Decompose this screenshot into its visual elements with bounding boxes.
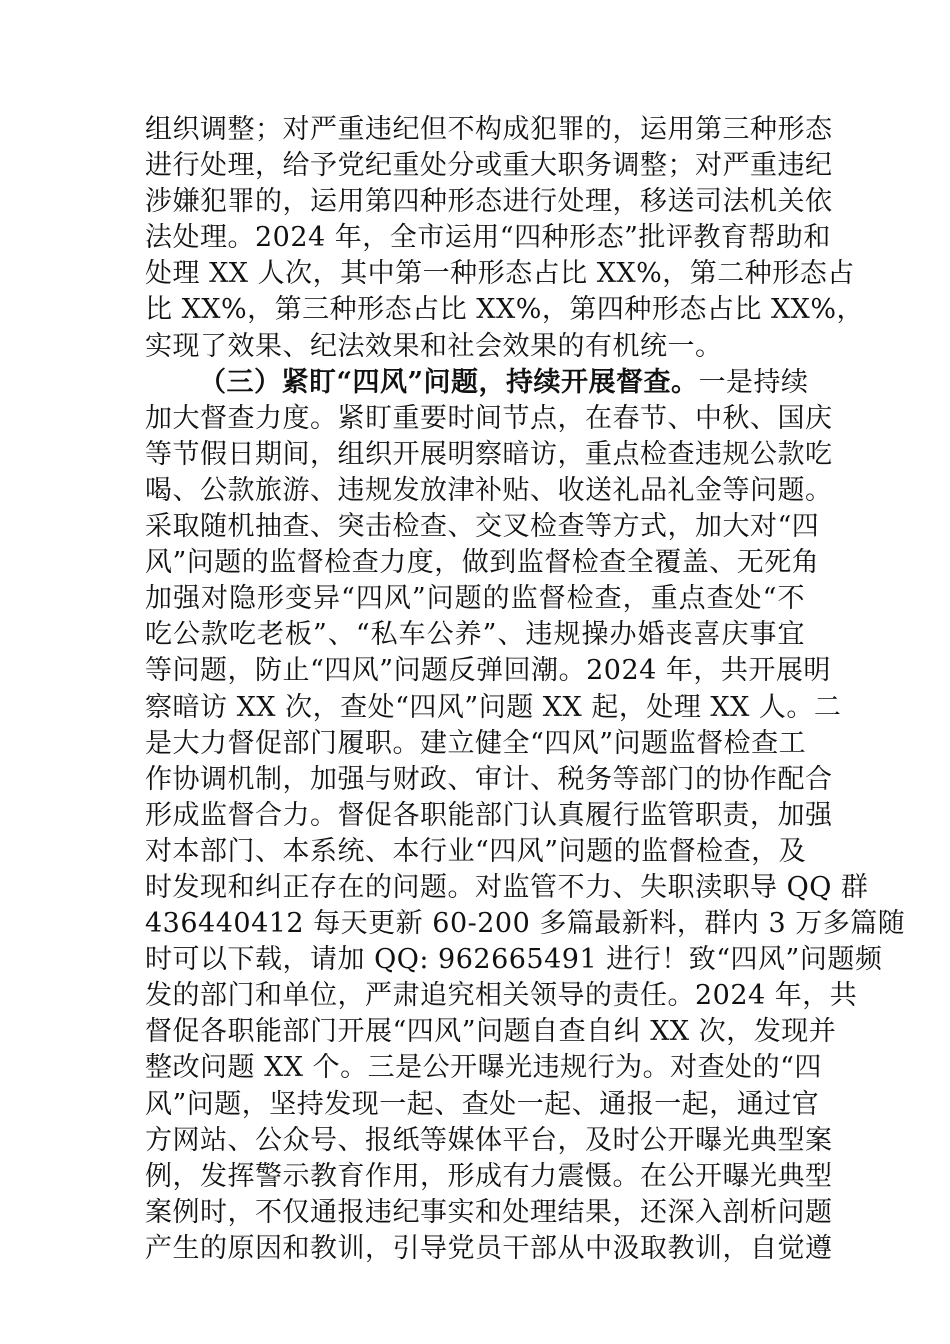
text-run: 一是持续	[698, 366, 809, 398]
text-run: 产生的原因和教训，引导党员干部从中汲取教训，自觉遵	[145, 1232, 833, 1264]
text-run: 组织调整；对严重违纪但不构成犯罪的，运用第三种形态	[145, 114, 833, 145]
text-run: 加强对隐形变异“四风”问题的监督检查，重点查处“不	[145, 583, 805, 615]
text-line	[145, 1159, 833, 1195]
text-line	[145, 1087, 820, 1123]
text-line	[145, 726, 805, 762]
text-run: 整改问题 XX 个。三是公开曝光违规行为。对查处的“四	[145, 1052, 822, 1084]
text-line	[145, 617, 805, 653]
text-run: 作协调机制，加强与财政、审计、税务等部门的协作配合	[145, 763, 833, 795]
text-line	[145, 1050, 822, 1086]
text-run: 例，发挥警示教育作用，形成有力震慑。在公开曝光典型	[145, 1160, 833, 1192]
text-line	[145, 798, 833, 834]
text-line	[145, 653, 831, 689]
text-line	[145, 256, 855, 292]
text-run: 436440412 每天更新 60-200 多篇最新料，群内 3 万多篇随	[145, 908, 906, 940]
text-run: 方网站、公众号、报纸等媒体平台，及时公开曝光典型案	[145, 1124, 833, 1156]
text-run: 发的部门和单位，严肃追究相关领导的责任。2024 年，共	[145, 980, 858, 1012]
text-run: 等节假日期间，组织开展明察暗访，重点检查违规公款吃	[145, 438, 833, 470]
text-run: 风”问题，坚持发现一起、查处一起、通报一起，通过官	[145, 1088, 820, 1120]
text-run: 察暗访 XX 次，查处“四风”问题 XX 起，处理 XX 人。二	[145, 691, 842, 723]
text-run: 时可以下载，请加 QQ: 962665491 进行！致“四风”问题频	[145, 944, 883, 976]
text-line	[145, 545, 820, 581]
text-line	[145, 1231, 833, 1267]
text-line	[145, 906, 906, 942]
text-run: 吃公款吃老板”、“私车公养”、违规操办婚丧喜庆事宜	[145, 619, 805, 651]
text-line	[145, 978, 858, 1014]
text-run: 时发现和纠正存在的问题。对监管不力、失职渎职导 QQ 群	[145, 871, 869, 903]
text-run: 处理 XX 人次，其中第一种形态占比 XX%，第二种形态占	[145, 258, 855, 290]
text-run: 对本部门、本系统、本行业“四风”问题的监督检查，及	[145, 835, 807, 867]
text-run: 风”问题的监督检查力度，做到监督检查全覆盖、无死角	[145, 547, 820, 579]
body-text	[145, 112, 906, 1267]
text-line	[145, 184, 833, 220]
text-run: 等问题，防止“四风”问题反弹回潮。2024 年，共开展明	[145, 655, 831, 687]
text-line	[145, 220, 831, 256]
text-line	[145, 329, 805, 365]
text-line	[145, 870, 869, 906]
text-run: 是大力督促部门履职。建立健全“四风”问题监督检查工	[145, 727, 807, 759]
text-line	[145, 834, 805, 870]
text-line	[145, 437, 833, 473]
text-line	[145, 1014, 837, 1050]
text-line	[145, 112, 833, 148]
text-line	[145, 509, 820, 545]
text-run: 涉嫌犯罪的，运用第四种形态进行处理，移送司法机关依	[145, 186, 833, 218]
text-line	[145, 690, 842, 726]
section-heading: （三）紧盯“四风”问题，持续开展督查。	[199, 366, 699, 398]
text-line	[145, 473, 833, 509]
text-run: 加大督查力度。紧盯重要时间节点，在春节、中秋、国庆	[145, 402, 833, 434]
text-line	[145, 365, 809, 401]
text-run: 采取随机抽查、突击检查、交叉检查等方式，加大对“四	[145, 511, 820, 543]
text-line	[145, 148, 833, 184]
text-run: 实现了效果、纪法效果和社会效果的有机统一。	[145, 330, 723, 362]
text-line	[145, 1195, 833, 1231]
text-line	[145, 942, 883, 978]
text-run: 比 XX%，第三种形态占比 XX%，第四种形态占比 XX%，	[145, 294, 865, 326]
text-run: 督促各职能部门开展“四风”问题自查自纠 XX 次，发现并	[145, 1016, 837, 1048]
text-run: 进行处理，给予党纪重处分或重大职务调整；对严重违纪	[145, 150, 833, 182]
text-run: 案例时，不仅通报违纪事实和处理结果，还深入剖析问题	[145, 1196, 833, 1228]
text-line	[145, 401, 833, 437]
text-line	[145, 1123, 833, 1159]
text-run: 喝、公款旅游、违规发放津补贴、收送礼品礼金等问题。	[145, 474, 833, 506]
text-run: 法处理。2024 年，全市运用“四种形态”批评教育帮助和	[145, 222, 831, 254]
text-line	[145, 581, 805, 617]
text-line	[145, 762, 833, 798]
text-run: 形成监督合力。督促各职能部门认真履行监管职责，加强	[145, 799, 833, 831]
text-line	[145, 292, 865, 328]
